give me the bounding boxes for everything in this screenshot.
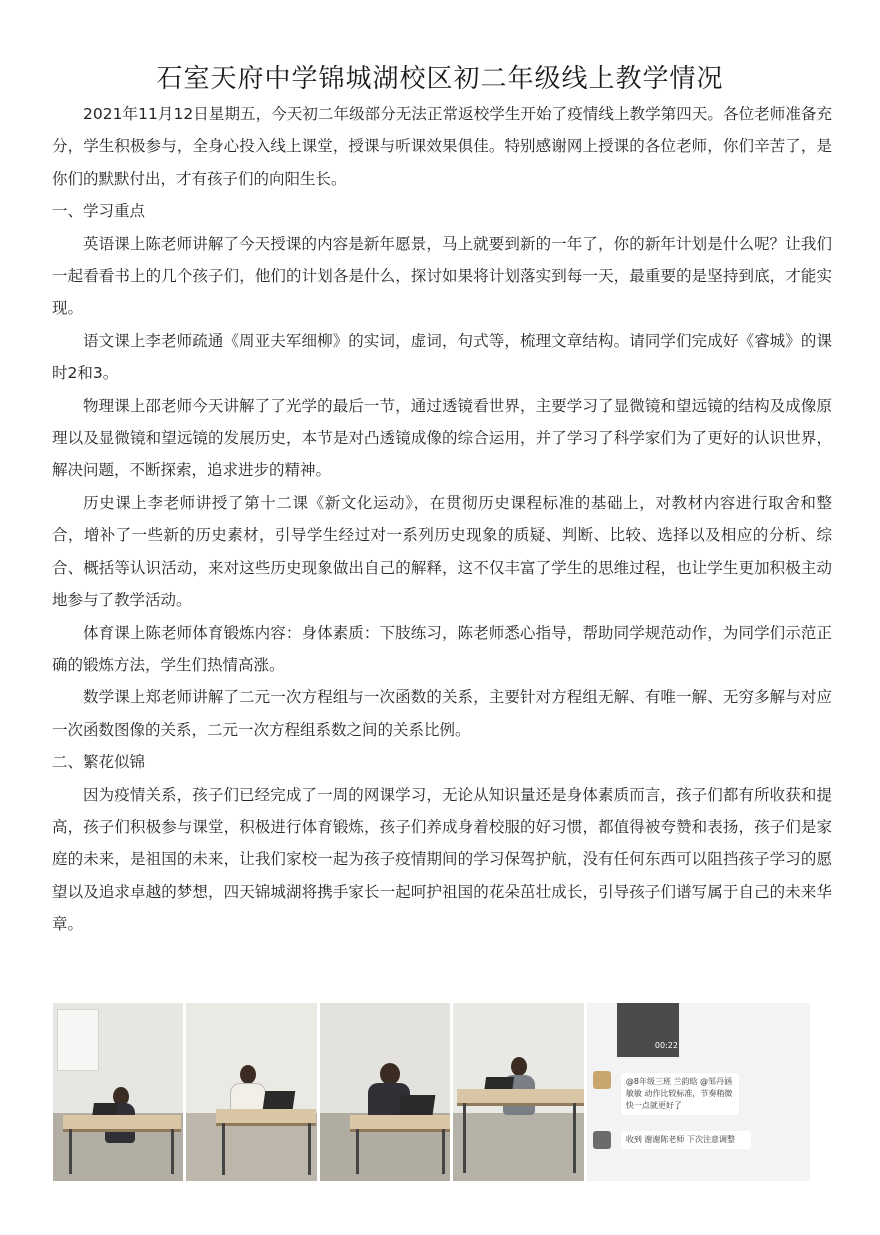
photo-teacher-1 [53, 1003, 183, 1181]
photo-teacher-4 [453, 1003, 583, 1181]
avatar [593, 1071, 611, 1089]
chat-message: 收到 谢谢陈老师 下次注意调整 [621, 1131, 751, 1149]
paragraph-summary: 因为疫情关系，孩子们已经完成了一周的网课学习，无论从知识量还是身体素质而言，孩子们都有所收获和提高，孩子们积极参与课堂，积极进行体育锻炼，孩子们养成身着校服的好习惯，都值得被夸赞和表扬，孩子们是家庭的未来，是祖国的未来，让我们家校一起为孩子疫情期间的学习保驾护航，没有任何东西可以阻挡孩子学习的愿望以及追求卓越的梦想，四天锦城湖将携手家长一起呵护祖国的花朵茁壮成长，引导孩子们谱写属于自己的未来华章。 [52, 785, 832, 934]
photo-teacher-3 [320, 1003, 450, 1181]
paragraph-english: 英语课上陈老师讲解了今天授课的内容是新年愿景，马上就要到新的一年了，你的新年计划是什么呢？让我们一起看看书上的几个孩子们，他们的计划各是什么，探讨如果将计划落实到每一天，最重要的是坚持到底，才能实现。 [52, 234, 832, 318]
paragraph-history: 历史课上李老师讲授了第十二课《新文化运动》，在贯彻历史课程标准的基础上，对教材内容进行取舍和整合，增补了一些新的历史素材，引导学生经过对一系列历史现象的质疑、判断、比较、选择以及相应的分析、综合、概括等认识活动，来对这些历史现象做出自己的解释，这不仅丰富了学生的思维过程，也让学生更加积极主动地参与了教学活动。 [52, 493, 832, 610]
paragraph-math: 数学课上郑老师讲解了二元一次方程组与一次函数的关系，主要针对方程组无解、有唯一解、无穷多解与对应一次函数图像的关系，二元一次方程组系数之间的关系比例。 [52, 688, 832, 739]
paragraph-pe: 体育课上陈老师体育锻炼内容：身体素质：下肢练习，陈老师悉心指导，帮助同学规范动作，为同学们示范正确的锻炼方法，学生们热情高涨。 [52, 623, 832, 674]
chat-message: @8年级三班 兰韵晗 @邹丹涵 敏敏 动作比较标准，节奏稍微快一点就更好了 [621, 1073, 739, 1115]
photo-strip [53, 1003, 810, 1181]
section-heading: 一、学习重点 [52, 202, 146, 221]
section-heading: 二、繁花似锦 [52, 753, 146, 772]
avatar [593, 1131, 611, 1149]
intro-paragraph: 2021年11月12日星期五，今天初二年级部分无法正常返校学生开始了疫情线上教学第四天。各位老师准备充分，学生积极参与，全身心投入线上课堂，授课与听课效果俱佳。特别感谢网上授课的各位老师，你们辛苦了，是你们的默默付出，才有孩子们的向阳生长。 [52, 105, 832, 188]
video-duration: 00:22 [654, 1041, 678, 1050]
paragraph-physics: 物理课上邵老师今天讲解了了光学的最后一节，通过透镜看世界，主要学习了显微镜和望远镜的结构及成像原理以及显微镜和望远镜的发展历史，本节是对凸透镜成像的综合运用，并了学习了科学家们为了更好的认识世界，解决问题，不断探索，追求进步的精神。 [52, 396, 832, 480]
chat-screenshot [587, 1003, 810, 1181]
paragraph-chinese: 语文课上李老师疏通《周亚夫军细柳》的实词，虚词，句式等，梳理文章结构。请同学们完成好《睿城》的课时2和3。 [52, 331, 832, 383]
document-body [52, 98, 832, 941]
document-title: 石室天府中学锦城湖校区初二年级线上教学情况 [156, 64, 724, 94]
photo-teacher-2 [186, 1003, 316, 1181]
